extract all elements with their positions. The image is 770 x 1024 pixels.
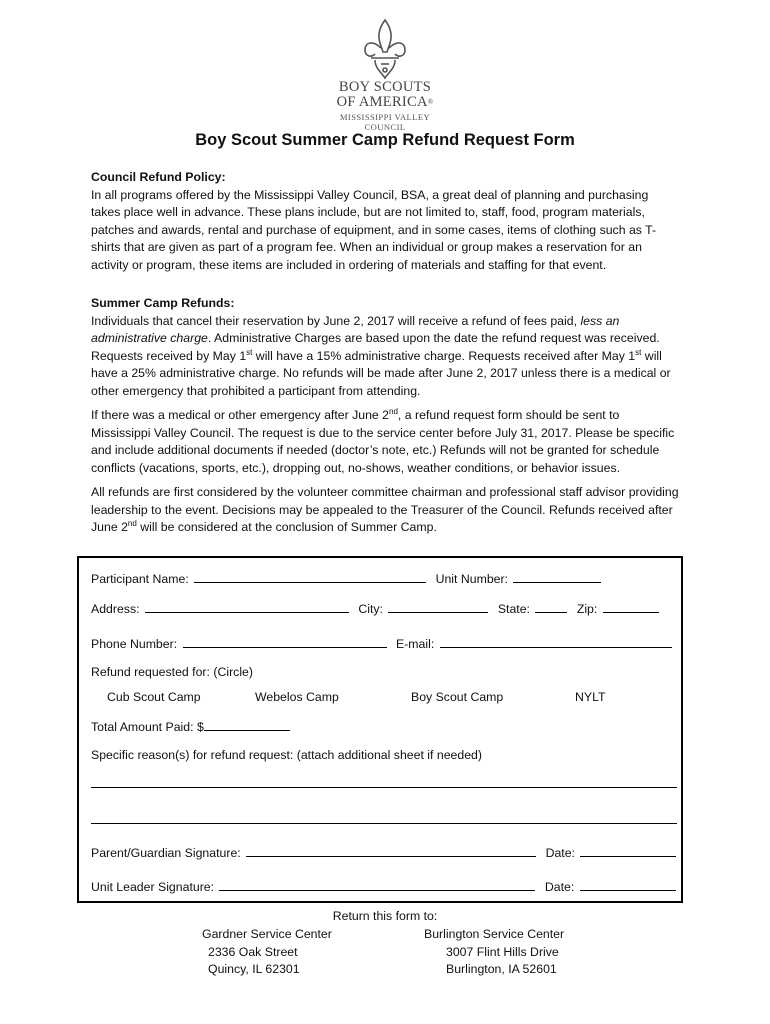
leader-signature-label: Unit Leader Signature: [91,880,215,894]
option-boy-scout-camp[interactable]: Boy Scout Camp [411,690,504,704]
unit-number-field[interactable] [513,571,601,583]
total-paid-label: Total Amount Paid: $ [91,720,204,734]
leader-signature-field[interactable] [219,879,535,891]
city-label: City: [358,602,383,616]
unit-number-label: Unit Number: [435,572,509,586]
participant-name-label: Participant Name: [91,572,189,586]
org-name-line2: OF AMERICA® [336,94,434,110]
burlington-center-name: Burlington Service Center [424,927,565,941]
refund-for-label: Refund requested for: (Circle) [91,665,253,679]
form-title: Boy Scout Summer Camp Refund Request Form [195,131,575,149]
burlington-center-city: Burlington, IA 52601 [446,962,557,976]
phone-number-label: Phone Number: [91,637,178,651]
option-cub-scout-camp[interactable]: Cub Scout Camp [107,690,201,704]
city-field[interactable] [388,601,488,613]
policy-text: In all programs offered by the Mississippi Valley Council, BSA, a great deal of planning and purchasing takes place well in advance. These plans include, but are not limited to, staff, food, program materials, patches and awards, rental and purchase of equipment, and in some cases, items of clothing such as T-shirts that are given as part of a program fee. When an individual or group makes a reservation for an activity or program, these items are included in ordering of materials and staffing for that event. [91,187,657,272]
reason-line-1[interactable] [91,787,677,788]
burlington-center-address [424,926,564,979]
policy-body [91,169,681,544]
return-label: Return this form to: [332,909,438,923]
leader-date-field[interactable] [580,879,676,891]
gardner-center-address [202,926,332,979]
parent-date-field[interactable] [580,845,676,857]
policy-heading: Council Refund Policy: [91,170,226,184]
council-name: MISSISSIPPI VALLEY COUNCIL [339,112,431,132]
option-webelos-camp[interactable]: Webelos Camp [255,690,339,704]
parent-signature-row [91,845,678,860]
parent-signature-label: Parent/Guardian Signature: [91,846,241,860]
parent-date-label: Date: [545,846,575,860]
refunds-paragraph-3: All refunds are first considered by the volunteer committee chairman and professional staff advisor providing leadership to the event. Decisions may be appealed to the Treasurer of the Council. Refunds received after June 2nd will be considered at the conclusion of Summer Camp. [91,485,679,534]
total-paid-row [91,719,292,734]
total-paid-field[interactable] [204,719,290,731]
reason-line-2[interactable] [91,823,677,824]
burlington-center-street: 3007 Flint Hills Drive [446,944,559,959]
reason-label: Specific reason(s) for refund request: (attach additional sheet if needed) [91,748,482,762]
address-row [91,601,661,616]
email-label: E-mail: [395,637,435,651]
participant-name-field[interactable] [194,571,426,583]
org-name-line1: BOY SCOUTS [338,79,432,95]
refunds-paragraph-1: Individuals that cancel their reservation by June 2, 2017 will receive a refund of fees paid, less an administrative charge. Administrative Charges are based upon the date the refund request was received. Requests received by May 1st will have a 15% administrative charge. Requests received after May 1st will have a 25% administrative charge. No refunds will be made after June 2, 2017 unless there is a medical or other emergency that prohibited a participant from attending. [91,313,671,398]
address-field[interactable] [145,601,349,613]
email-field[interactable] [440,636,672,648]
bsa-logo [320,18,450,132]
fleur-de-lis-icon [361,18,409,80]
leader-date-label: Date: [544,880,575,894]
gardner-center-name: Gardner Service Center [202,927,332,941]
state-label: State: [497,602,530,616]
leader-signature-row [91,879,678,894]
phone-number-field[interactable] [183,636,387,648]
phone-row [91,636,674,651]
gardner-center-street: 2336 Oak Street [208,944,298,959]
option-nylt[interactable]: NYLT [575,690,606,704]
refunds-paragraph-2: If there was a medical or other emergency after June 2nd, a refund request form should be sent to Mississippi Valley Council. The request is due to the service center before July 31, 2017. Please be specific and include additional documents if needed (doctor’s note, etc.) Refunds will not be granted for schedule conflicts (vacations, sports, etc.), dropping out, no-shows, weather conditions, or behavior issues. [91,406,675,475]
parent-signature-field[interactable] [246,845,536,857]
gardner-center-city: Quincy, IL 62301 [208,962,300,976]
refunds-heading: Summer Camp Refunds: [91,296,235,310]
request-form-box [77,556,683,903]
address-label: Address: [91,602,140,616]
zip-field[interactable] [603,601,659,613]
state-field[interactable] [535,601,567,613]
participant-row [91,571,603,586]
zip-label: Zip: [576,602,598,616]
